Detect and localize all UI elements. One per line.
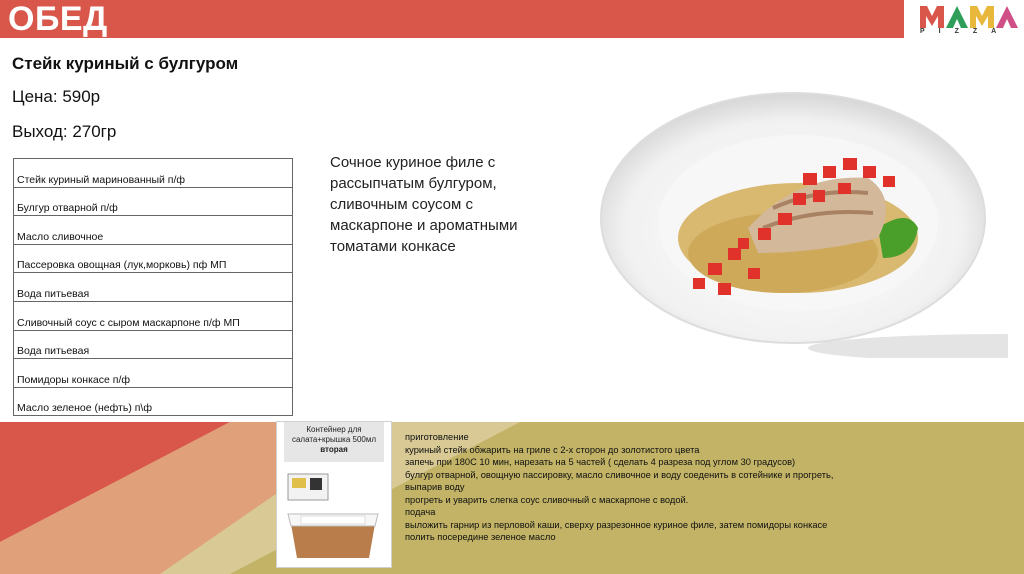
ingredient-cell: Вода питьевая	[14, 273, 293, 302]
ingredient-cell: Стейк куриный маринованный п/ф	[14, 159, 293, 188]
prep-line: куриный стейк обжарить на гриле с 2-х сторон до золотистого цвета	[405, 444, 700, 455]
dish-yield: Выход: 270гр	[12, 122, 117, 141]
page-title: ОБЕД	[8, 0, 108, 38]
table-row	[14, 159, 293, 188]
container-card	[276, 421, 392, 568]
ingredient-cell: Помидоры конкасе п/ф	[14, 359, 293, 388]
dish-photo-icon	[598, 78, 1008, 358]
ingredient-cell: Булгур отварной п/ф	[14, 187, 293, 216]
prep-line: булгур отварной, овощную пассировку, масло сливочное и воду соеденить в сотейнике и прогреть,	[405, 469, 834, 480]
table-row	[14, 244, 293, 273]
ingredients-table	[13, 158, 293, 416]
container-label	[284, 422, 384, 462]
table-row	[14, 273, 293, 302]
table-row	[14, 387, 293, 416]
dish-description: Сочное куриное филе с рассыпчатым булгуром, сливочным соусом с маскарпоне и ароматными томатами конкасе	[330, 154, 518, 255]
ingredient-cell: Сливочный соус с сыром маскарпоне п/ф МП	[14, 301, 293, 330]
table-row	[14, 301, 293, 330]
logo-mark-icon	[920, 4, 1020, 28]
table-row	[14, 216, 293, 245]
prep-line: выпарив воду	[405, 482, 465, 492]
header-bar	[0, 0, 1024, 38]
mama-pizza-logo	[904, 0, 1024, 38]
container-label-sub: вторая	[320, 445, 348, 454]
prep-line: запечь при 180С 10 мин, нарезать на 5 частей ( сделать 4 разреза под углом 30 градусов)	[405, 457, 796, 467]
preparation-instructions	[405, 431, 1005, 544]
prep-line: полить посередине зеленое масло	[405, 532, 556, 542]
container-box-icon	[283, 466, 383, 562]
prep-line: выложить гарнир из перловой каши, сверху разрезонное куриное филе, затем помидоры конкасе	[405, 519, 828, 530]
table-row	[14, 359, 293, 388]
table-row	[14, 330, 293, 359]
dish-price: Цена: 590р	[12, 87, 101, 106]
ingredient-cell: Масло сливочное	[14, 216, 293, 245]
prep-line: подача	[405, 507, 436, 517]
logo-subtitle: PIZZA	[920, 28, 1011, 35]
ingredient-cell: Вода питьевая	[14, 330, 293, 359]
prep-line: приготовление	[405, 432, 469, 442]
ingredient-cell: Пассеровка овощная (лук,морковь) пф МП	[14, 244, 293, 273]
dish-name: Стейк куриный с булгуром	[12, 54, 239, 73]
ingredient-cell: Масло зеленое (нефть) п\ф	[14, 387, 293, 416]
container-label-text: Контейнер для салата+крышка 500мл	[291, 425, 377, 444]
table-row	[14, 187, 293, 216]
prep-line: прогреть и уварить слегка соус сливочный с маскарпоне с водой.	[405, 494, 689, 505]
